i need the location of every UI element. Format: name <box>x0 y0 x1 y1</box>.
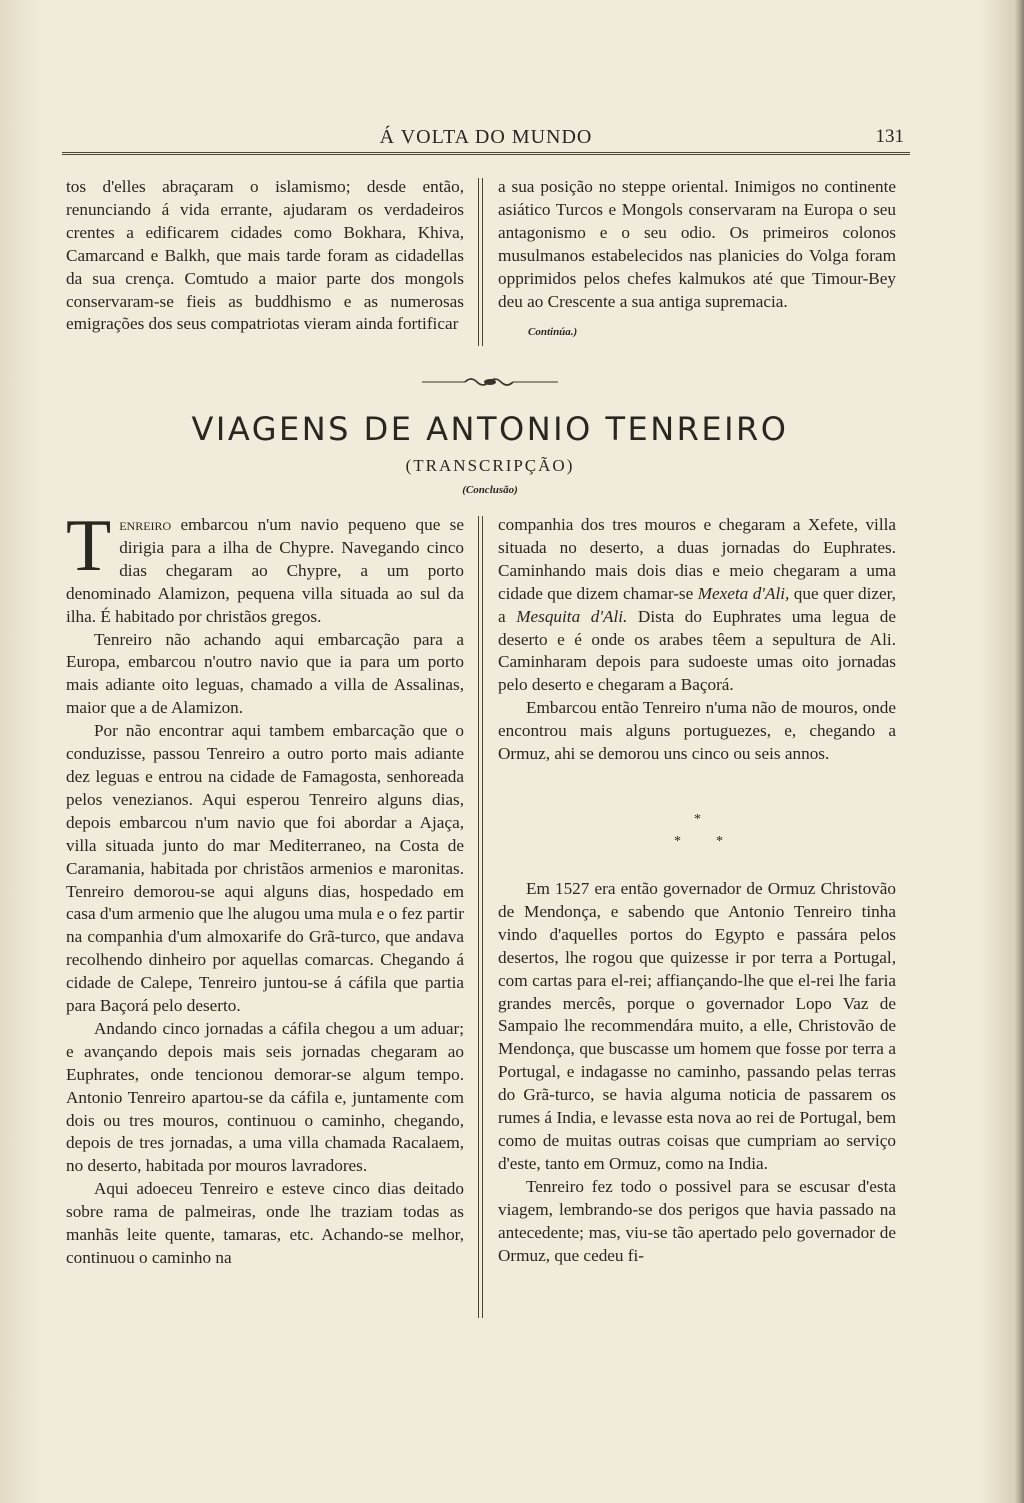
article-right-column <box>498 514 896 766</box>
article-title: VIAGENS DE ANTONIO TENREIRO <box>191 410 789 448</box>
article-paragraph-5: Aqui adoeceu Tenreiro e esteve cinco dias deitado sobre rama de palmeiras, onde lhe traziam todas as manhãs leite quente, tamaras, etc. Achando-se melhor, continuou o caminho na <box>66 1179 464 1267</box>
article-paragraph-2: Tenreiro não achando aqui embarcação para a Europa, embarcou n'outro navio que ia para um porto mais adiante oito leguas, chamado a villa de Assalinas, maior que a de Alamizon. <box>66 629 464 718</box>
article-paragraph-4: Andando cinco jornadas a cáfila chegou a um aduar; e avançando depois mais seis jornadas chegaram ao Euphrates, onde tencionou demorar-se algum tempo. Antonio Tenreiro apartou-se da cáfila e, juntamente com dois ou tres mouros, continuou o caminho, chegando, depois de tres jornadas, a uma villa chamada Racalaem, no deserto, habitada por mouros lavradores. <box>66 1018 464 1176</box>
article-paragraph <box>66 505 464 629</box>
right-p1-italic-2: Mesquita d'Ali. <box>516 606 628 626</box>
article-subtitle: (TRANSCRIPÇÃO) <box>405 456 575 475</box>
right-p1-text-b: que quer dizer, a <box>498 583 896 626</box>
right-p1-text-a: companhia dos tres mouros e chegaram a Xefete, villa situada no deserto, a duas jornadas do Euphrates. Caminhando mais dois dias e meio chegaram a uma cidade que dizem chamar-se <box>498 515 896 603</box>
ornament-divider <box>420 374 560 390</box>
asterism-star-top: * <box>694 812 701 827</box>
running-title: Á VOLTA DO MUNDO <box>379 126 593 148</box>
article-paragraph-3: Por não encontrar aqui tambem embarcação que o conduzisse, passou Tenreiro a outro porto mais adiante dez leguas e entrou na cidade de Famagosta, senhoreada pelos venezianos. Aqui esperou Tenreiro alguns dias, depois embarcou n'um navio que foi abordar a Ajaça, villa situada junto do mar Mediterraneo, na Costa de Caramania, habitada por christãos armenios e maronitas. Tenreiro demorou-se aqui alguns dias, hospedado em casa d'um armenio que lhe alugou uma mula e o fez partir na companhia d'um almoxarife do Grã-turco, que andava recolhendo dinheiro por aquellas comarcas. Chegando á cidade de Calepe, Tenreiro juntou-se á cáfila que partia para Baçorá pelo deserto. <box>66 721 464 1016</box>
column-divider-bottom <box>478 516 479 1318</box>
article-right-paragraph-3: Em 1527 era então governador de Ormuz Christovão de Mendonça, e sabendo que Antonio Tenreiro tinha vindo d'aquelles portos do Egypto e passára pelos desertos, lhe rogou que quizesse ir por terra a Portugal, com cartas para el-rei; affiançando-lhe que el-rei lhe faria grandes mercês, porque o governador Lopo Vaz de Sampaio lhe recommendára muito, a elle, Christovão de Mendonça, que buscasse um homem que fosse por terra a Portugal, e indagasse no caminho, passando pelas terras do Grã-turco, se havia alguma noticia de passarem os rumes á India, e levasse esta nova ao rei de Portugal, bem como de muitas outras coisas que cumpriam ao serviço d'este, tanto em Ormuz, como na India. <box>498 879 896 1173</box>
prev-article-right-text: a sua posição no steppe oriental. Inimigos no continente asiático Turcos e Mongols conservaram na Europa o seu antagonismo e o seu odio. Os primeiros colonos musulmanos estabelecidos nas planicies do Volga foram opprimidos pelos chefes kalmukos até que Timour-Bey deu ao Crescente a sua antiga supremacia. <box>498 177 896 311</box>
conclusao-note: (Conclusão) <box>462 484 518 496</box>
article-right-paragraph-4: Tenreiro fez todo o possivel para se escusar d'esta viagem, lembrando-se dos perigos que havia passado na antecedente; mas, viu-se tão apertado pelo governador de Ormuz, que cedeu fi- <box>498 1176 896 1265</box>
article-right-column-lower <box>498 878 896 1267</box>
article-paragraph-1: embarcou n'um navio pequeno que se dirigia para a ilha de Chypre. Navegando cinco dias chegaram ao Chypre, a um porto denominado Alamizon, pequena villa situada ao sul da ilha. É habitado por christãos gregos. <box>66 515 464 626</box>
drop-cap: T <box>66 505 112 587</box>
article-left-column <box>66 505 464 1270</box>
prev-article-right-column <box>498 176 896 344</box>
right-p1-text-c: Dista do Euphrates uma legua de deserto e é onde os arabes têem a sepultura de Ali. Caminharam depois para sudoeste umas oito jornadas pelo deserto e chegaram a Baçorá. <box>498 606 896 695</box>
article-right-paragraph-2: Embarcou então Tenreiro n'uma não de mouros, onde encontrou mais alguns portuguezes, e, chegando a Ormuz, ahi se demorou uns cinco ou seis annos. <box>498 698 896 764</box>
column-divider-top <box>478 178 479 346</box>
asterism-star-right: * <box>716 834 723 849</box>
running-head <box>62 122 910 155</box>
prev-article-left-text: tos d'elles abraçaram o islamismo; desde então, renunciando á vida errante, ajudaram os verdadeiros crentes a edificarem cidades como Bokhara, Khiva, Camarcand e Balkh, que mais tarde foram as cidadellas da sua crença. Comtudo a maior parte dos mongols conservaram-se fieis as buddhismo e as numerosas emigrações dos seus compatriotas vieram ainda fortificar <box>66 177 464 334</box>
prev-article-left-column <box>66 176 464 336</box>
first-word-rest: enreiro <box>119 515 172 534</box>
asterism <box>660 812 740 852</box>
article-right-paragraph-1 <box>498 514 896 697</box>
continua-note: Continúa.) <box>528 326 578 339</box>
page-number: 131 <box>875 126 904 147</box>
asterism-star-left: * <box>674 834 681 849</box>
right-p1-italic-1: Mexeta d'Ali, <box>697 583 790 603</box>
